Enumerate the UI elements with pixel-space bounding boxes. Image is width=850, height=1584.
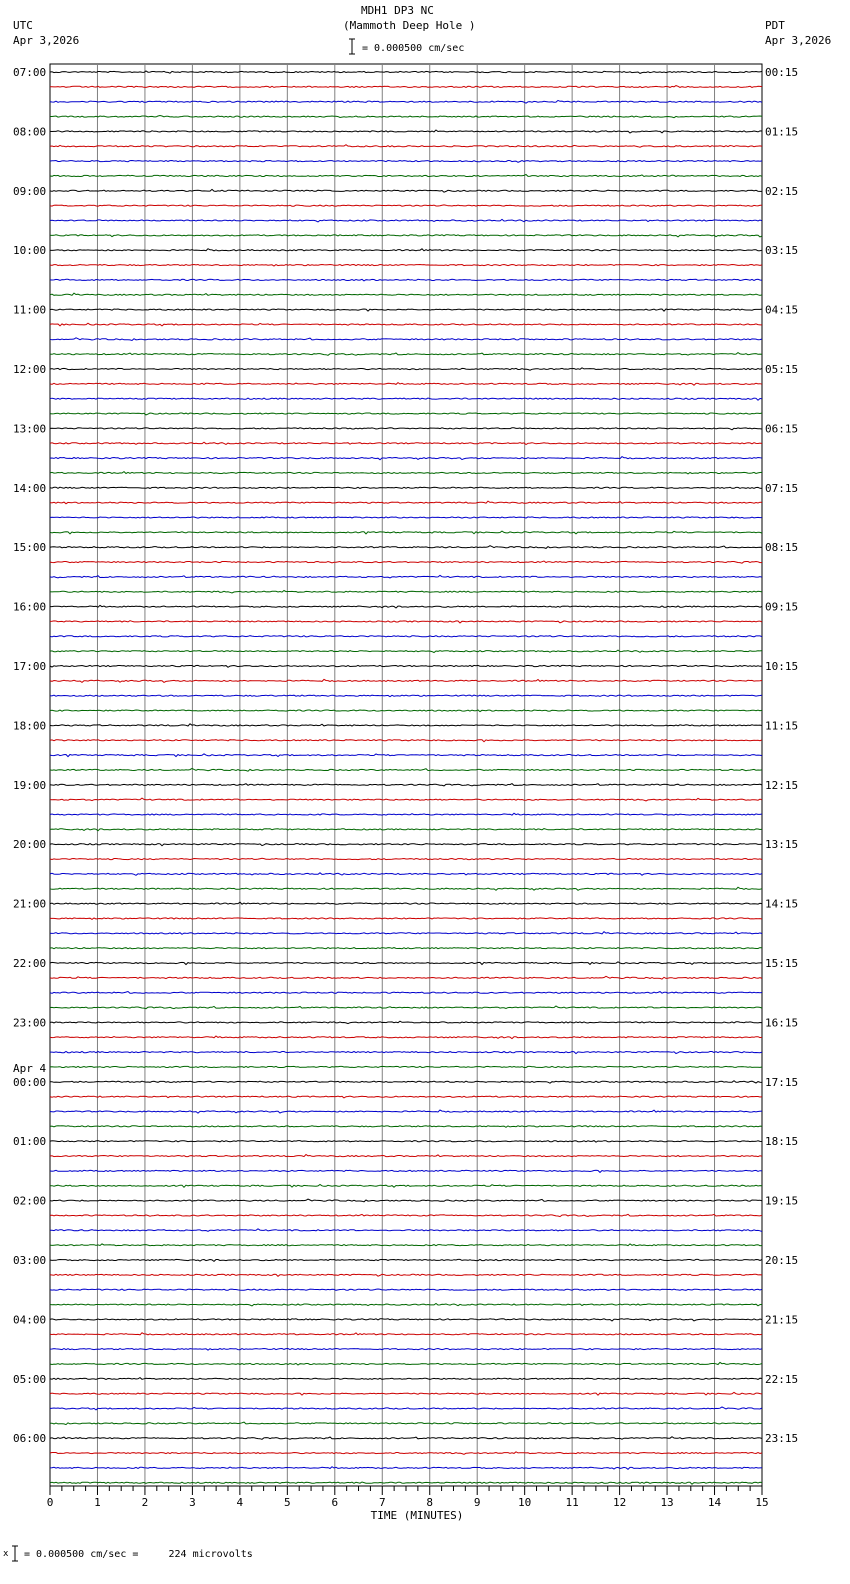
x-tick-label: 10 [518,1496,532,1509]
pdt-hour-label: 15:15 [765,957,799,970]
trace-line [50,265,762,267]
utc-hour-label: 07:00 [13,66,47,79]
trace-line [50,398,762,400]
pdt-hour-label: 19:15 [765,1194,799,1208]
x-tick-label: 12 [612,1496,627,1509]
x-tick-label: 6 [331,1496,339,1509]
pdt-hour-label: 22:15 [765,1372,799,1386]
trace-line [50,813,762,815]
trace-line [50,338,762,341]
trace-line [50,1259,762,1261]
time-axis [47,1486,769,1522]
pdt-hour-label: 12:15 [765,778,799,792]
day-change-label: Apr 4 [13,1061,47,1075]
left-timezone: UTC [13,19,33,32]
trace-line [50,710,762,712]
utc-hour-label: 04:00 [13,1313,47,1327]
utc-hour-label: 01:00 [13,1135,47,1149]
trace-line [50,768,762,771]
x-tick-label: 4 [236,1496,244,1509]
pdt-hour-label: 17:15 [765,1075,799,1089]
trace-line [50,161,762,163]
pdt-hour-label: 03:15 [765,244,799,258]
trace-line [50,1110,762,1113]
seismic-traces [50,71,762,1484]
pdt-hour-label: 05:15 [765,363,799,376]
trace-line [50,130,762,133]
pdt-hour-label: 04:15 [765,303,799,317]
right-timezone: PDT [765,19,785,32]
trace-line [50,1452,762,1455]
x-axis-label: TIME (MINUTES) [370,1509,464,1522]
trace-line [50,71,762,73]
x-tick-label: 1 [94,1496,101,1509]
footer-scale-bar-icon [11,1545,19,1563]
trace-line [50,621,762,623]
time-gridlines [50,64,762,1486]
utc-hour-label: 20:00 [13,838,47,852]
utc-hour-label: 09:00 [13,184,47,198]
trace-line [50,754,762,757]
trace-line [50,353,762,356]
trace-line [50,145,762,148]
trace-line [50,1274,762,1276]
trace-line [50,531,762,534]
pdt-hour-label: 16:15 [765,1016,799,1030]
trace-line [50,1437,762,1440]
x-tick-label: 5 [284,1496,291,1509]
trace-line [50,992,762,994]
pdt-hour-label: 02:15 [765,184,799,198]
trace-line [50,501,762,504]
trace-line [50,1051,762,1053]
pdt-hour-label: 13:15 [765,838,799,852]
trace-line [50,902,762,904]
trace-line [50,205,762,206]
utc-hour-label: 21:00 [13,897,47,911]
x-tick-label: 3 [189,1496,196,1509]
utc-hour-label: 22:00 [13,957,47,970]
x-tick-label: 13 [660,1496,674,1509]
trace-line [50,1362,762,1365]
trace-line [50,1036,762,1039]
trace-line [50,1155,762,1157]
pdt-hour-label: 11:15 [765,719,799,733]
utc-hour-label: 12:00 [13,363,47,376]
left-date: Apr 3,2026 [13,34,80,47]
x-tick-label: 8 [426,1496,434,1509]
trace-line [50,293,762,295]
trace-line [50,1333,762,1335]
utc-hour-label: 13:00 [13,422,47,436]
pdt-hour-label: 10:15 [765,660,799,673]
trace-line [50,1021,762,1023]
trace-line [50,1407,762,1410]
x-tick-label: 14 [707,1496,722,1509]
scale-text: = 0.000500 cm/sec [362,43,465,54]
trace-line [50,1185,762,1188]
utc-hour-label: 15:00 [13,541,47,555]
trace-line [50,1229,762,1232]
trace-line [50,873,762,876]
trace-line [50,887,762,890]
utc-hour-label: 00:00 [13,1075,47,1089]
trace-line [50,724,762,726]
trace-line [50,1289,762,1290]
trace-line [50,309,762,311]
trace-line [50,472,762,474]
trace-line [50,561,762,563]
x-tick-label: 2 [141,1496,149,1509]
pdt-hour-label: 07:15 [765,481,799,495]
trace-line [50,1482,762,1484]
trace-line [50,1392,762,1395]
trace-line [50,858,762,859]
trace-line [50,575,762,578]
trace-line [50,279,762,281]
trace-line [50,1096,762,1098]
trace-line [50,86,762,88]
trace-line [50,1006,762,1009]
trace-line [50,323,762,326]
utc-hour-label: 19:00 [13,778,47,792]
x-tick-label: 9 [473,1496,481,1509]
right-date: Apr 3,2026 [765,34,832,47]
utc-hour-label: 06:00 [13,1432,47,1446]
x-tick-label: 11 [565,1496,579,1509]
trace-line [50,976,762,979]
trace-line [50,740,762,742]
utc-hour-label: 16:00 [13,600,47,614]
utc-hour-label: 23:00 [13,1016,47,1030]
trace-line [50,1199,762,1202]
trace-line [50,368,762,370]
x-tick-label: 7 [378,1496,386,1509]
trace-line [50,784,762,786]
trace-line [50,679,762,682]
trace-line [50,235,762,237]
trace-line [50,948,762,949]
trace-line [50,1170,762,1172]
trace-line [50,517,762,518]
trace-line [50,1081,762,1084]
trace-line [50,219,762,222]
trace-line [50,1349,762,1351]
trace-line [50,1141,762,1143]
trace-line [50,591,762,594]
utc-hour-label: 17:00 [13,660,47,673]
trace-line [50,546,762,549]
trace-line [50,457,762,460]
x-tick-label: 15 [755,1496,769,1509]
trace-line [50,932,762,935]
trace-line [50,1422,762,1425]
utc-hour-label: 02:00 [13,1194,47,1208]
pdt-hour-label: 20:15 [765,1254,799,1267]
x-tick-label: 0 [46,1496,54,1509]
trace-line [50,428,762,430]
trace-line [50,1319,762,1321]
plot-frame [50,64,762,1486]
trace-line [50,1304,762,1306]
utc-hour-label: 14:00 [13,481,47,495]
trace-line [50,1378,762,1380]
utc-hour-label: 05:00 [13,1372,47,1386]
station-title: MDH1 DP3 NC [361,4,434,17]
trace-line [50,1244,762,1246]
trace-line [50,1066,762,1067]
trace-line [50,844,762,846]
pdt-hour-label: 08:15 [765,541,799,555]
trace-line [50,383,762,386]
trace-line [50,1214,762,1216]
footer-marker: x [3,1549,9,1559]
trace-line [50,413,762,415]
trace-line [50,116,762,118]
pdt-hour-label: 06:15 [765,422,799,436]
trace-line [50,1126,762,1128]
trace-line [50,1467,762,1470]
trace-line [50,695,762,697]
pdt-hour-label: 23:15 [765,1432,799,1446]
trace-line [50,189,762,192]
trace-line [50,100,762,103]
utc-hour-label: 10:00 [13,244,47,258]
trace-line [50,442,762,444]
utc-hour-label: 11:00 [13,303,47,317]
station-location: (Mammoth Deep Hole ) [343,19,476,32]
utc-hour-label: 18:00 [13,719,47,733]
pdt-hour-label: 18:15 [765,1135,799,1149]
pdt-hour-label: 00:15 [765,66,799,79]
footer-scale-note: = 0.000500 cm/sec = 224 microvolts [24,1549,253,1560]
utc-hour-label: 03:00 [13,1254,47,1267]
trace-line [50,650,762,652]
trace-line [50,798,762,801]
utc-hour-label: 08:00 [13,125,47,139]
pdt-hour-label: 09:15 [765,600,799,614]
pdt-hour-label: 14:15 [765,897,799,911]
trace-line [50,829,762,831]
trace-line [50,487,762,488]
trace-line [50,636,762,637]
trace-line [50,175,762,177]
trace-line [50,605,762,608]
trace-line [50,665,762,667]
pdt-hour-label: 21:15 [765,1313,799,1327]
trace-line [50,249,762,251]
pdt-hour-label: 01:15 [765,125,799,139]
trace-line [50,918,762,920]
trace-line [50,962,762,965]
